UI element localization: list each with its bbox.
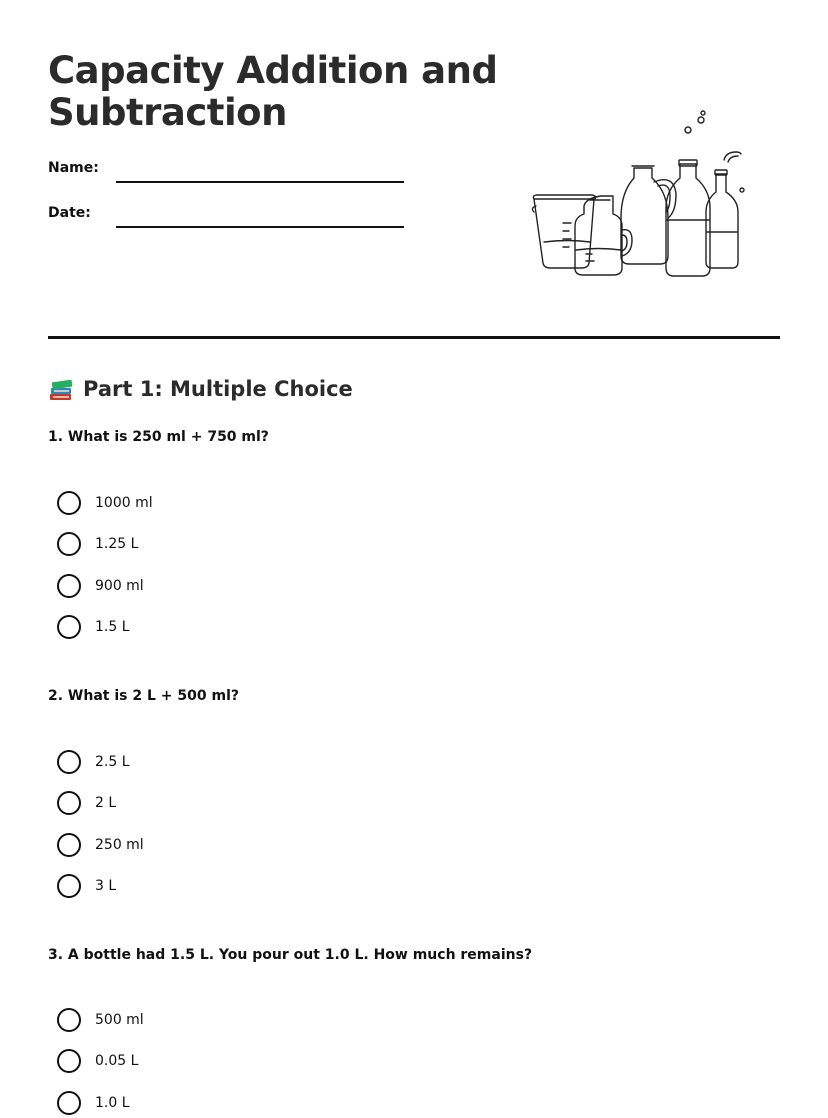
beakers-and-bottles-icon [528, 108, 748, 284]
option-label: 3 L [95, 878, 117, 894]
radio-button[interactable] [57, 532, 81, 556]
option-label: 0.05 L [95, 1053, 139, 1069]
option-label: 900 ml [95, 578, 144, 594]
radio-button[interactable] [57, 833, 81, 857]
option-label: 1000 ml [95, 495, 153, 511]
question-1-option-a[interactable] [57, 490, 153, 516]
worksheet-title: Capacity Addition and Subtraction [48, 49, 498, 134]
date-label: Date: [48, 205, 91, 221]
name-label: Name: [48, 160, 99, 176]
option-label: 1.0 L [95, 1095, 130, 1111]
radio-button[interactable] [57, 1091, 81, 1115]
question-3-option-b[interactable] [57, 1048, 138, 1074]
option-label: 1.5 L [95, 619, 130, 635]
part1-header [48, 374, 353, 404]
name-field[interactable] [116, 181, 404, 183]
question-2-option-c[interactable] [57, 832, 144, 858]
question-2: 2. What is 2 L + 500 ml? [48, 688, 239, 704]
question-3: 3. A bottle had 1.5 L. You pour out 1.0 L. How much remains? [48, 947, 533, 963]
books-icon [48, 376, 74, 402]
radio-button[interactable] [57, 491, 81, 515]
option-label: 2.5 L [95, 754, 130, 770]
question-1-option-d[interactable] [57, 614, 130, 640]
radio-button[interactable] [57, 574, 81, 598]
option-label: 1.25 L [95, 536, 139, 552]
question-1: 1. What is 250 ml + 750 ml? [48, 429, 269, 445]
radio-button[interactable] [57, 615, 81, 639]
radio-button[interactable] [57, 791, 81, 815]
date-field[interactable] [116, 226, 404, 228]
question-3-option-c[interactable] [57, 1090, 130, 1116]
question-1-option-c[interactable] [57, 573, 144, 599]
question-2-option-d[interactable] [57, 873, 116, 899]
radio-button[interactable] [57, 1049, 81, 1073]
section-divider [48, 336, 780, 339]
question-2-option-b[interactable] [57, 790, 116, 816]
option-label: 500 ml [95, 1012, 144, 1028]
radio-button[interactable] [57, 874, 81, 898]
part1-heading: Part 1: Multiple Choice [83, 377, 353, 401]
question-2-option-a[interactable] [57, 749, 130, 775]
question-1-option-b[interactable] [57, 531, 138, 557]
radio-button[interactable] [57, 1008, 81, 1032]
radio-button[interactable] [57, 750, 81, 774]
option-label: 250 ml [95, 837, 144, 853]
question-3-option-a[interactable] [57, 1007, 144, 1033]
option-label: 2 L [95, 795, 117, 811]
